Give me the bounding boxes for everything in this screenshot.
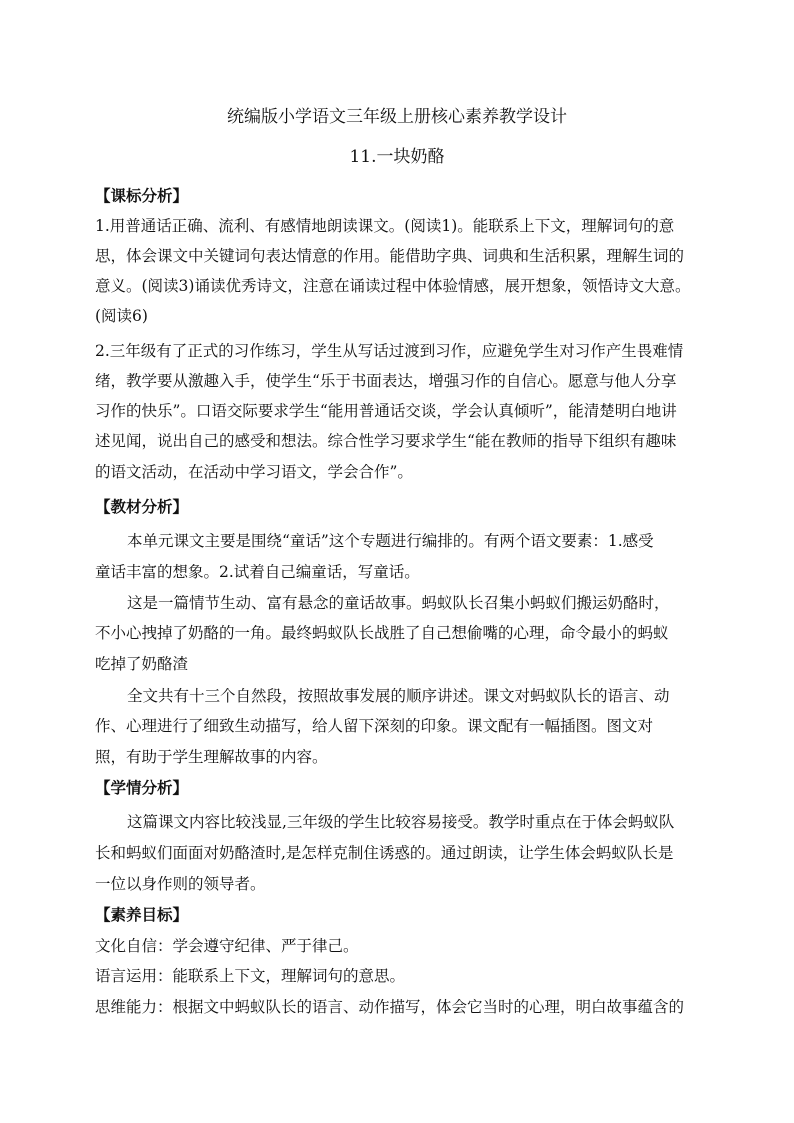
paragraph-line: 照，有助于学生理解故事的内容。 xyxy=(95,748,328,766)
paragraph-line: 的语文活动，在活动中学习语文，学会合作”。 xyxy=(95,463,413,481)
paragraph-line: 语言运用：能联系上下文，理解词句的意思。 xyxy=(95,967,406,985)
paragraph-line: 述见闻，说出自己的感受和想法。综合性学习要求学生“能在教师的指导下组织有趣味 xyxy=(95,432,677,450)
paragraph-line: 绪，教学要从激趣入手，使学生“乐于书面表达，增强习作的自信心。愿意与他人分享 xyxy=(95,372,677,390)
paragraph-line: 2.三年级有了正式的习作练习，学生从写话过渡到习作，应避免学生对习作产生畏难情 xyxy=(95,342,684,360)
paragraph-line: 这篇课文内容比较浅显,三年级的学生比较容易接受。教学时重点在于体会蚂蚁队 xyxy=(127,813,675,831)
section-heading-goals: 【素养目标】 xyxy=(95,905,189,924)
paragraph-line: 吃掉了奶酪渣 xyxy=(95,655,189,673)
paragraph-line: 长和蚂蚁们面面对奶酪渣时,是怎样克制住诱惑的。通过朗读，让学生体会蚂蚁队长是 xyxy=(95,844,674,862)
paragraph-line: 全文共有十三个自然段，按照故事发展的顺序讲述。课文对蚂蚁队长的语言、动 xyxy=(127,687,670,705)
paragraph-line: 1.用普通话正确、流利、有感情地朗读课文。(阅读1)。能联系上下文，理解词句的意 xyxy=(95,217,675,235)
paragraph-line: 习作的快乐”。口语交际要求学生“能用普通话交谈，学会认真倾听”，能清楚明白地讲 xyxy=(95,402,677,420)
section-heading-curriculum: 【课标分析】 xyxy=(95,186,189,205)
paragraph-line: 思，体会课文中关键词句表达情意的作用。能借助字典、词典和生活积累，理解生词的 xyxy=(95,247,685,265)
paragraph-line: (阅读6) xyxy=(95,307,148,325)
document-title: 统编版小学语文三年级上册核心素养教学设计 xyxy=(227,107,567,127)
paragraph-line: 本单元课文主要是围绕“童话”这个专题进行编排的。有两个语文要素：1.感受 xyxy=(127,532,654,550)
paragraph-line: 这是一篇情节生动、富有悬念的童话故事。蚂蚁队长召集小蚂蚁们搬运奶酪时， xyxy=(127,594,670,612)
paragraph-line: 意义。(阅读3)诵读优秀诗文，注意在诵读过程中体验情感，展开想象，领悟诗文大意。 xyxy=(95,277,691,295)
paragraph-line: 文化自信：学会遵守纪律、严于律己。 xyxy=(95,937,359,955)
paragraph-line: 童话丰富的想象。2.试着自己编童话，写童话。 xyxy=(95,563,420,581)
section-heading-textbook: 【教材分析】 xyxy=(95,497,189,516)
paragraph-line: 思维能力：根据文中蚂蚁队长的语言、动作描写，体会它当时的心理，明白故事蕴含的 xyxy=(95,998,685,1016)
paragraph-line: 一位以身作则的领导者。 xyxy=(95,875,266,893)
section-heading-learners: 【学情分析】 xyxy=(95,778,189,797)
paragraph-line: 作、心理进行了细致生动描写，给人留下深刻的印象。课文配有一幅插图。图文对 xyxy=(95,717,654,735)
lesson-title: 11.一块奶酪 xyxy=(349,147,445,167)
paragraph-line: 不小心拽掉了奶酪的一角。最终蚂蚁队长战胜了自己想偷嘴的心理，命令最小的蚂蚁 xyxy=(95,624,669,642)
